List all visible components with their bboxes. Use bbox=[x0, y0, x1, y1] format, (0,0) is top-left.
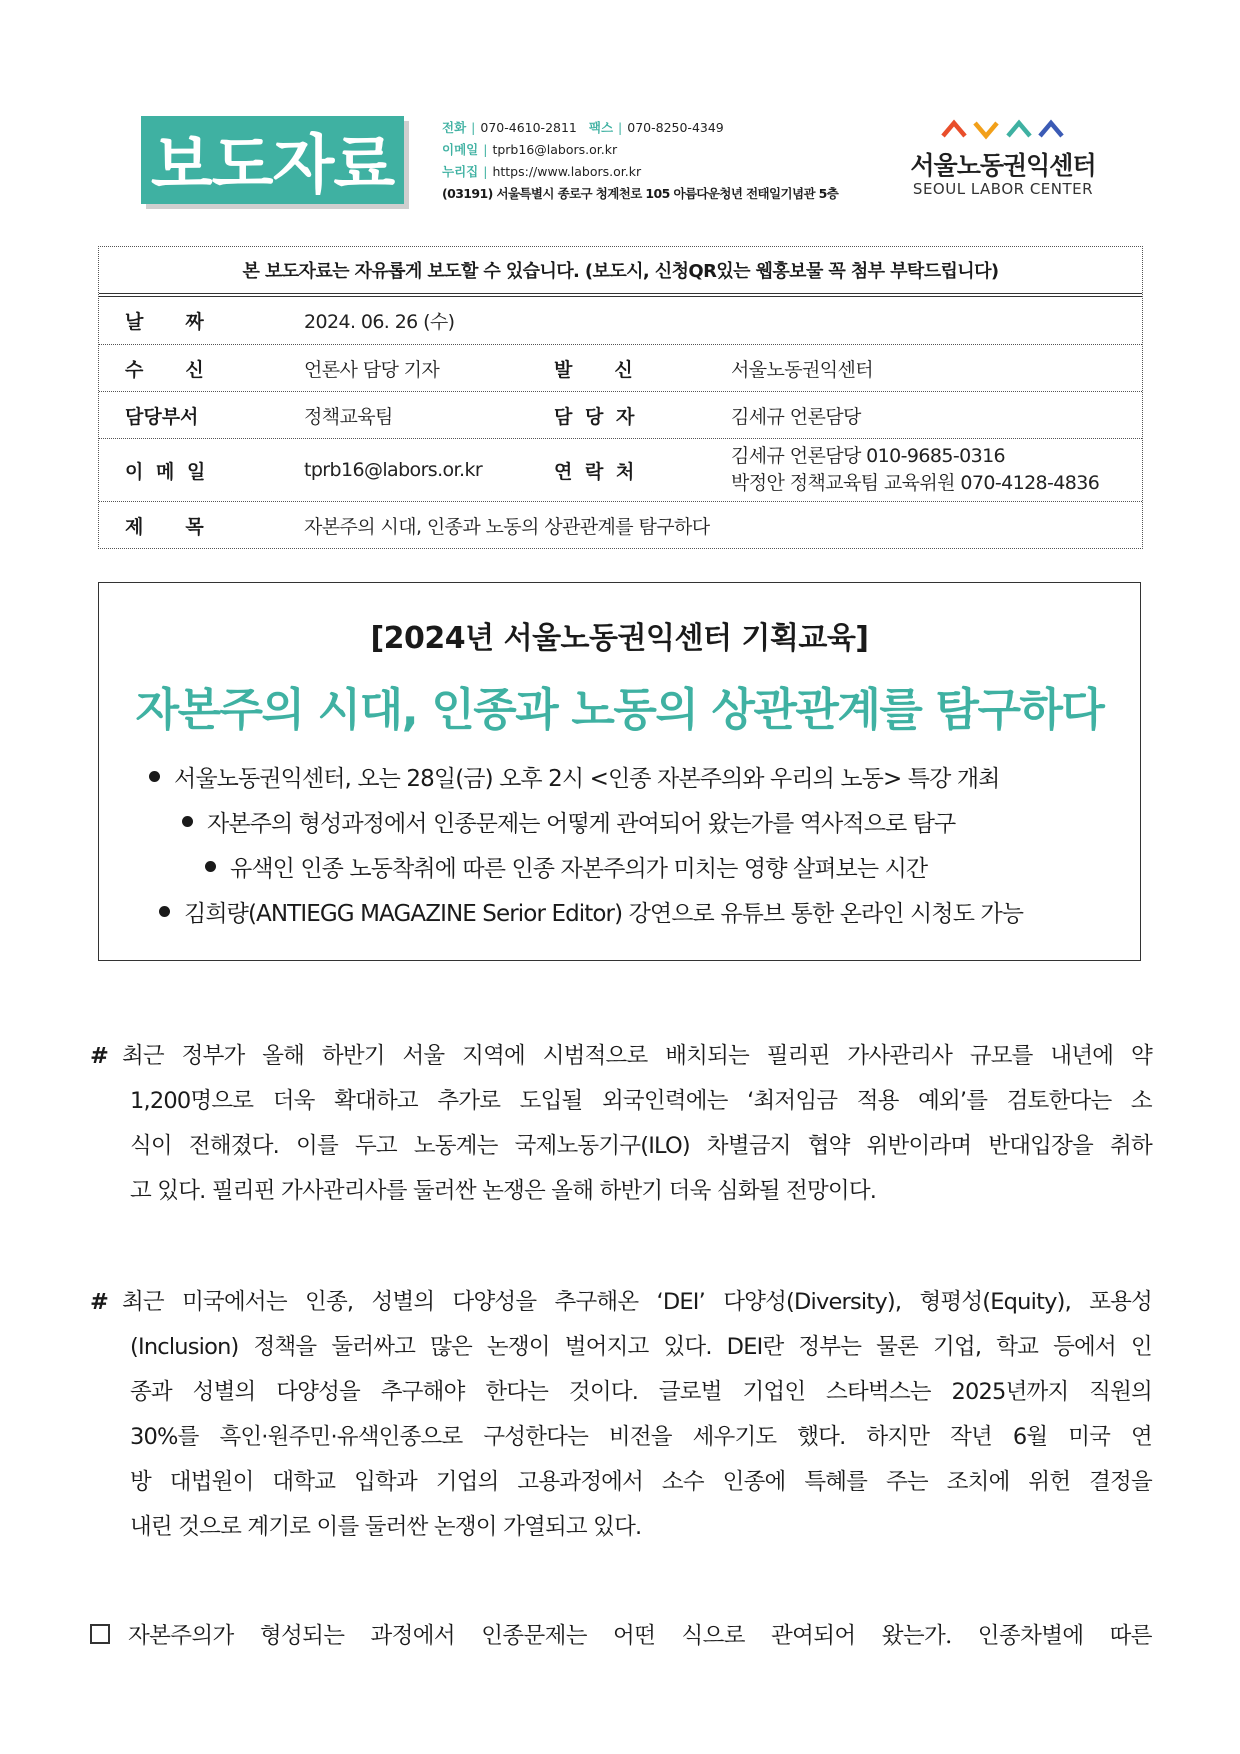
bullet-icon bbox=[182, 816, 193, 827]
section-mark: # bbox=[90, 1043, 109, 1069]
contact-phone-row bbox=[442, 117, 882, 139]
email-value[interactable]: tprb16@labors.or.kr bbox=[304, 459, 483, 481]
sender-label: 발 신 bbox=[554, 358, 633, 381]
paragraph-line: 최근 미국에서는 인종, 성별의 다양성을 추구해온 ‘DEI’ 다양성(Diversity), 형평성(Equity), 포용성 bbox=[122, 1289, 1152, 1315]
phone-value: 070-4610-2811 bbox=[480, 120, 577, 135]
org-logo-mark-icon bbox=[940, 118, 1066, 140]
headline-bullet: 자본주의 형성과정에서 인종문제는 어떻게 관여되어 왔는가를 역사적으로 탐구 bbox=[182, 805, 955, 838]
checkbox-icon bbox=[90, 1614, 110, 1659]
paragraph-line: 종과 성별의 다양성을 추구해야 한다는 것이다. 글로벌 기업인 스타벅스는 2025년까지 직원의 bbox=[130, 1379, 1152, 1405]
press-release-badge-text: 보도자료 bbox=[150, 129, 395, 203]
separator: | bbox=[483, 142, 488, 157]
date-label: 날 짜 bbox=[125, 311, 204, 333]
press-info-table bbox=[98, 246, 1143, 549]
department-row bbox=[99, 391, 1142, 438]
phone-contact-1: 김세규 언론담당 010-9685-0316 bbox=[731, 445, 1006, 467]
org-name-en: SEOUL LABOR CENTER bbox=[912, 180, 1094, 198]
paragraph-line: 식이 전해졌다. 이를 두고 노동계는 국제노동기구(ILO) 차별금지 협약 위반이라며 반대입장을 취하 bbox=[130, 1133, 1152, 1159]
department-label: 담당부서 bbox=[125, 405, 199, 428]
headline-bullet: 유색인 인종 노동착취에 따른 인종 자본주의가 미치는 영향 살펴보는 시간 bbox=[205, 850, 927, 883]
headline-bullet: 김희량(ANTIEGG MAGAZINE Serior Editor) 강연으로 유튜브 통한 온라인 시청도 가능 bbox=[159, 895, 1023, 928]
date-value: 2024. 06. 26 (수) bbox=[304, 311, 455, 333]
paragraph-line: 고 있다. 필리핀 가사관리사를 둘러싼 논쟁은 올해 하반기 더욱 심화될 전망이다. bbox=[130, 1178, 877, 1204]
separator: | bbox=[471, 120, 476, 135]
headline-kicker: [2024년 서울노동권익센터 기획교육] bbox=[370, 621, 869, 656]
press-release-badge bbox=[141, 116, 404, 204]
paragraph-line: 최근 정부가 올해 하반기 서울 지역에 시범적으로 배치되는 필리핀 가사관리사 규모를 내년에 약 bbox=[122, 1043, 1152, 1069]
paragraph-line: 30%를 흑인·원주민·유색인종으로 구성한다는 비전을 세우기도 했다. 하지만 작년 6월 미국 연 bbox=[130, 1424, 1152, 1450]
subject-value: 자본주의 시대, 인종과 노동의 상관관계를 탐구하다 bbox=[304, 515, 710, 538]
bullet-icon bbox=[149, 771, 160, 782]
paragraph-line: 자본주의가 형성되는 과정에서 인종문제는 어떤 식으로 관여되어 왔는가. 인종차별에 따른 bbox=[128, 1623, 1152, 1649]
recipient-label: 수 신 bbox=[125, 358, 204, 381]
bullet-icon bbox=[159, 906, 170, 917]
phone-label: 전화 bbox=[442, 120, 467, 135]
contact-website-row bbox=[442, 161, 882, 183]
section-mark: # bbox=[90, 1289, 109, 1315]
body-paragraph-1 bbox=[90, 1034, 1152, 1214]
headline-box bbox=[98, 582, 1141, 961]
fax-value: 070-8250-4349 bbox=[627, 120, 724, 135]
separator: | bbox=[483, 164, 488, 179]
address: (03191) 서울특별시 종로구 청계천로 105 아름다운청년 전태일기념관 5층 bbox=[442, 186, 839, 201]
sender-value: 서울노동권익센터 bbox=[731, 358, 874, 381]
person-label: 담 당 자 bbox=[554, 405, 638, 428]
body-paragraph-3 bbox=[90, 1614, 1152, 1659]
website-label: 누리집 bbox=[442, 164, 479, 179]
fax-label: 팩스 bbox=[588, 120, 614, 135]
phone-label: 연 락 처 bbox=[554, 460, 638, 483]
email-label: 이 메 일 bbox=[125, 460, 209, 483]
date-row bbox=[99, 297, 1142, 344]
person-value: 김세규 언론담당 bbox=[731, 405, 861, 428]
department-value: 정책교육팀 bbox=[304, 405, 393, 428]
recipient-sender-row bbox=[99, 344, 1142, 391]
paragraph-line: (Inclusion) 정책을 둘러싸고 많은 논쟁이 벌어지고 있다. DEI란 정부는 물론 기업, 학교 등에서 인 bbox=[130, 1334, 1152, 1360]
separator: | bbox=[618, 120, 623, 135]
body-paragraph-2 bbox=[90, 1280, 1152, 1550]
email-link[interactable]: tprb16@labors.or.kr bbox=[492, 142, 618, 157]
phone-values bbox=[731, 439, 1099, 501]
phone-contact-2: 박정안 정책교육팀 교육위원 070-4128-4836 bbox=[731, 472, 1100, 494]
paragraph-line: 1,200명으로 더욱 확대하고 추가로 도입될 외국인력에는 ‘최저임금 적용 예외’를 검토한다는 소 bbox=[130, 1088, 1152, 1114]
org-name: 서울노동권익센터 bbox=[910, 151, 1096, 180]
contact-block bbox=[442, 117, 882, 205]
website-link[interactable]: https://www.labors.or.kr bbox=[492, 164, 642, 179]
bullet-icon bbox=[205, 861, 216, 872]
email-phone-row bbox=[99, 438, 1142, 501]
subject-label: 제 목 bbox=[125, 515, 204, 538]
subject-row bbox=[99, 501, 1142, 548]
email-label: 이메일 bbox=[442, 142, 479, 157]
headline-bullet: 서울노동권익센터, 오는 28일(금) 오후 2시 <인종 자본주의와 우리의 노동> 특강 개최 bbox=[149, 760, 999, 793]
recipient-value: 언론사 담당 기자 bbox=[304, 358, 440, 381]
notice: 본 보도자료는 자유롭게 보도할 수 있습니다. (보도시, 신청QR있는 웹홍보물 꼭 첨부 부탁드립니다) bbox=[99, 247, 1142, 297]
paragraph-line: 내린 것으로 계기로 이를 둘러싼 논쟁이 가열되고 있다. bbox=[130, 1514, 642, 1540]
contact-email-row bbox=[442, 139, 882, 161]
paragraph-line: 방 대법원이 대학교 입학과 기업의 고용과정에서 소수 인종에 특혜를 주는 조치에 위헌 결정을 bbox=[130, 1469, 1152, 1495]
headline-title: 자본주의 시대, 인종과 노동의 상관관계를 탐구하다 bbox=[135, 683, 1104, 736]
